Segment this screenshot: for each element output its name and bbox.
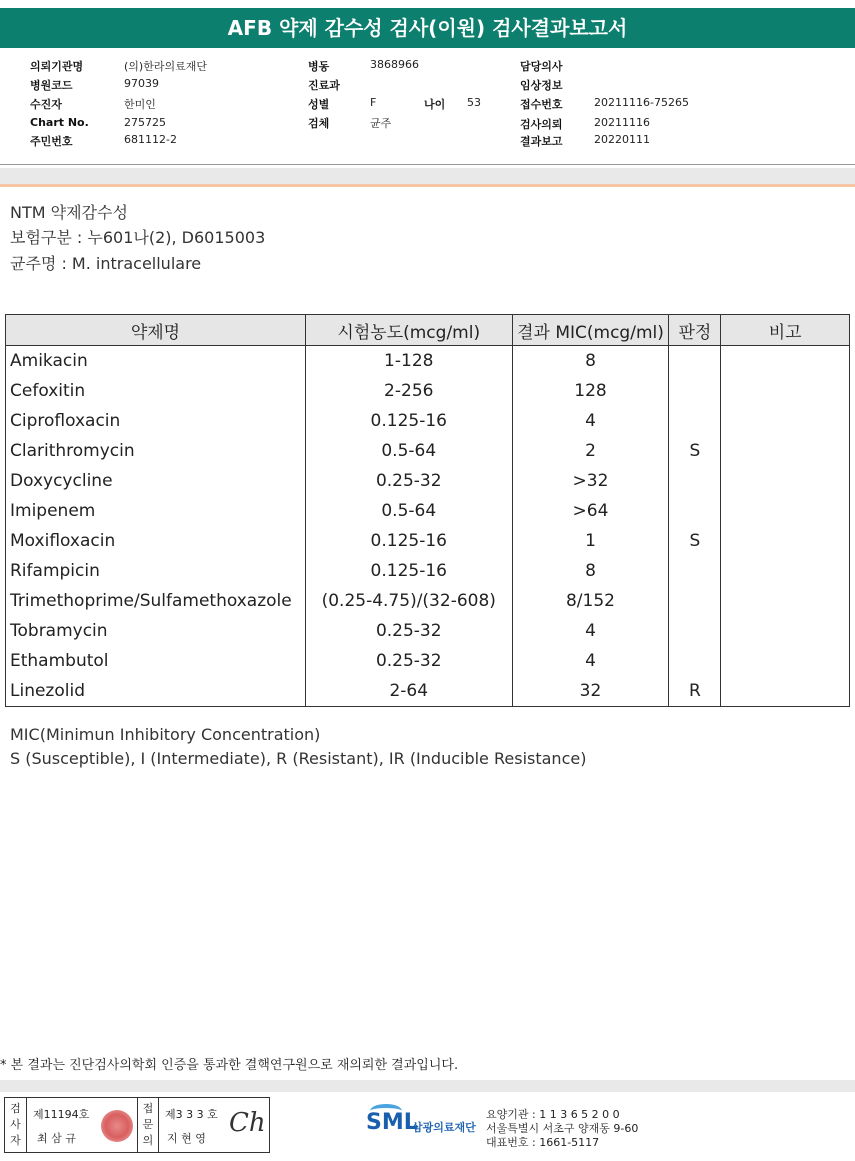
remark — [721, 436, 850, 466]
test-range: 1-128 — [305, 346, 512, 376]
table-row — [6, 677, 850, 707]
info-label-hospital-code: 병원코드 — [30, 79, 73, 92]
footer-note: * 본 결과는 진단검사의학회 인증을 통과한 결핵연구원으로 재의뢰한 결과입니다. — [0, 1058, 459, 1073]
patient-info — [0, 56, 855, 166]
phone: 대표번호 : 1661-5117 — [486, 1136, 600, 1149]
table-row — [6, 496, 850, 526]
test-range: 0.5-64 — [305, 496, 512, 526]
info-label-institution: 의뢰기관명 — [30, 60, 84, 73]
drug-name: Imipenem — [6, 496, 306, 526]
interpretation: R — [669, 677, 721, 707]
header-divider — [0, 164, 855, 165]
remark — [721, 526, 850, 556]
mic-result: 32 — [512, 677, 669, 707]
legend-codes: S (Susceptible), I (Intermediate), R (Resistant), IR (Inducible Resistance) — [10, 749, 587, 768]
info-label-clinical-info: 임상정보 — [520, 79, 563, 92]
table-row — [6, 616, 850, 646]
test-range: 2-256 — [305, 376, 512, 406]
table-row — [6, 436, 850, 466]
susceptibility-table — [5, 314, 850, 707]
interpretation — [669, 466, 721, 496]
info-value-chart-no: 275725 — [124, 116, 166, 129]
remark — [721, 406, 850, 436]
remark — [721, 466, 850, 496]
drug-name: Doxycycline — [6, 466, 306, 496]
mic-result: >64 — [512, 496, 669, 526]
test-range: 0.25-32 — [305, 616, 512, 646]
header-accent-line — [0, 184, 855, 187]
test-range: 0.5-64 — [305, 436, 512, 466]
interpretation — [669, 646, 721, 676]
info-value-receipt-no: 20211116-75265 — [594, 96, 689, 109]
interpretation — [669, 556, 721, 586]
mic-result: 4 — [512, 646, 669, 676]
examiner-no: 제11194호 — [33, 1108, 90, 1121]
examiner-label: 검 사 자 — [5, 1098, 27, 1152]
test-range: 0.125-16 — [305, 406, 512, 436]
checker-no: 제3 3 3 호 — [165, 1108, 218, 1121]
drug-name: Ethambutol — [6, 646, 306, 676]
table-row — [6, 376, 850, 406]
remark — [721, 556, 850, 586]
test-range: 2-64 — [305, 677, 512, 707]
interpretation: S — [669, 526, 721, 556]
remark — [721, 677, 850, 707]
info-label-ward: 병동 — [308, 60, 330, 73]
mic-result: 128 — [512, 376, 669, 406]
mic-result: 8 — [512, 556, 669, 586]
checker-label: 접 문 의 — [137, 1098, 159, 1152]
interpretation — [669, 616, 721, 646]
organism-name: 균주명 : M. intracellulare — [10, 254, 202, 273]
table-row — [6, 556, 850, 586]
drug-name: Clarithromycin — [6, 436, 306, 466]
drug-name: Linezolid — [6, 677, 306, 707]
checker-name: 지 현 영 — [167, 1132, 206, 1145]
info-value-specimen: 균주 — [370, 117, 392, 130]
remark — [721, 346, 850, 376]
remark — [721, 616, 850, 646]
mic-result: 2 — [512, 436, 669, 466]
info-label-patient: 수진자 — [30, 98, 62, 111]
mic-result: >32 — [512, 466, 669, 496]
info-label-sex: 성별 — [308, 98, 330, 111]
legend-mic: MIC(Minimun Inhibitory Concentration) — [10, 725, 321, 744]
table-row — [6, 406, 850, 436]
info-label-department: 진료과 — [308, 79, 340, 92]
remark — [721, 586, 850, 616]
info-value-ward: 3868966 — [370, 58, 419, 71]
logo-text: SML — [366, 1110, 418, 1135]
info-value-institution: (의)한라의료재단 — [124, 60, 207, 73]
sml-logo — [366, 1102, 482, 1144]
examiner-name: 최 삼 규 — [37, 1132, 76, 1145]
interpretation — [669, 406, 721, 436]
info-value-request-date: 20211116 — [594, 116, 650, 129]
info-value-patient: 한미인 — [124, 98, 156, 111]
drug-name: Tobramycin — [6, 616, 306, 646]
info-label-age: 나이 — [424, 98, 446, 111]
signature-box — [4, 1097, 270, 1153]
table-row — [6, 586, 850, 616]
table-row — [6, 466, 850, 496]
test-range: 0.125-16 — [305, 556, 512, 586]
header-note: 비고 — [721, 315, 850, 346]
header-band — [0, 168, 855, 184]
drug-name: Moxifloxacin — [6, 526, 306, 556]
mic-result: 1 — [512, 526, 669, 556]
mic-result: 8/152 — [512, 586, 669, 616]
remark — [721, 496, 850, 526]
org-name: 삼광의료재단 — [412, 1121, 476, 1134]
info-label-specimen: 검체 — [308, 117, 330, 130]
care-code: 요양기관 : 1 1 3 6 5 2 0 0 — [486, 1108, 620, 1121]
table-row — [6, 646, 850, 676]
red-seal-icon — [101, 1110, 133, 1142]
table-row — [6, 526, 850, 556]
info-value-age: 53 — [467, 96, 481, 109]
info-label-chart-no: Chart No. — [30, 116, 89, 129]
drug-name: Ciprofloxacin — [6, 406, 306, 436]
interpretation — [669, 586, 721, 616]
interpretation: S — [669, 436, 721, 466]
info-value-report-date: 20220111 — [594, 133, 650, 146]
table-row — [6, 346, 850, 376]
interpretation — [669, 496, 721, 526]
test-name: NTM 약제감수성 — [10, 203, 128, 222]
table-header-row — [6, 315, 850, 346]
info-value-sex: F — [370, 96, 377, 109]
info-value-hospital-code: 97039 — [124, 77, 159, 90]
header-drug: 약제명 — [6, 315, 306, 346]
test-range: 0.25-32 — [305, 646, 512, 676]
remark — [721, 376, 850, 406]
address: 서울특별시 서초구 양재동 9-60 — [486, 1122, 639, 1135]
test-range: 0.125-16 — [305, 526, 512, 556]
remark — [721, 646, 850, 676]
header-result: 판정 — [669, 315, 721, 346]
interpretation — [669, 376, 721, 406]
mic-result: 4 — [512, 406, 669, 436]
drug-name: Trimethoprime/Sulfamethoxazole — [6, 586, 306, 616]
mic-result: 4 — [512, 616, 669, 646]
test-range: (0.25-4.75)/(32-608) — [305, 586, 512, 616]
header-mic: 결과 MIC(mcg/ml) — [512, 315, 669, 346]
drug-name: Amikacin — [6, 346, 306, 376]
info-label-receipt-no: 접수번호 — [520, 98, 563, 111]
info-label-resident-no: 주민번호 — [30, 135, 73, 148]
info-label-report-date: 결과보고 — [520, 135, 563, 148]
test-range: 0.25-32 — [305, 466, 512, 496]
info-label-doctor: 담당의사 — [520, 60, 563, 73]
info-value-resident-no: 681112-2 — [124, 133, 177, 146]
drug-name: Cefoxitin — [6, 376, 306, 406]
drug-name: Rifampicin — [6, 556, 306, 586]
report-title: AFB 약제 감수성 검사(이원) 검사결과보고서 — [0, 8, 855, 48]
insurance-type: 보험구분 : 누601나(2), D6015003 — [10, 228, 266, 247]
footer-band — [0, 1080, 855, 1092]
interpretation — [669, 346, 721, 376]
mic-result: 8 — [512, 346, 669, 376]
info-label-request-date: 검사의뢰 — [520, 118, 563, 131]
signature: Ch — [229, 1108, 266, 1138]
header-range: 시험농도(mcg/ml) — [305, 315, 512, 346]
